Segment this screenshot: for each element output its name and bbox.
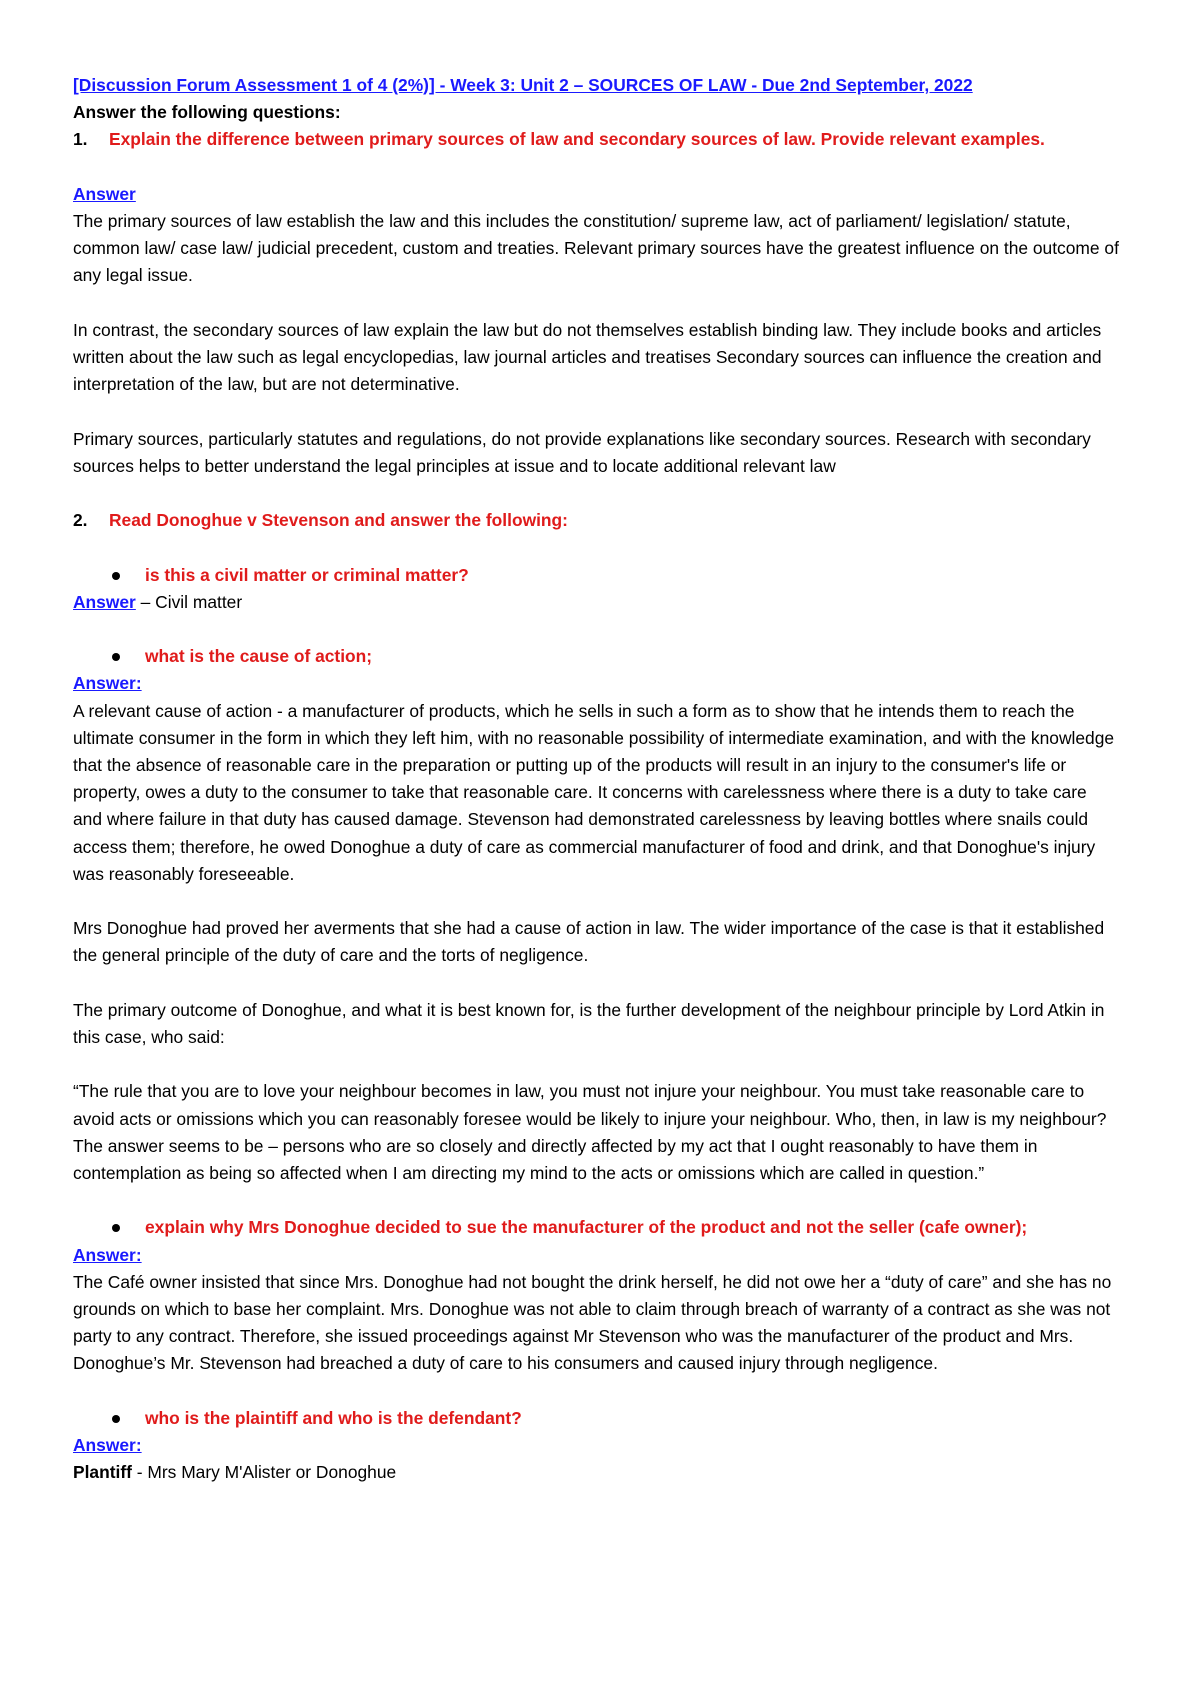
plaintiff-label: Plantiff (73, 1462, 132, 1483)
spacer (73, 480, 1120, 507)
q2-sub-question-2 (73, 643, 1120, 670)
q2-sub1-answer-text: – Civil matter (135, 591, 243, 612)
plaintiff-text: - Mrs Mary M'Alister or Donoghue (131, 1462, 397, 1483)
bullet-icon (109, 643, 145, 670)
q2-sub2-paragraph-2: Mrs Donoghue had proved her averments that she had a cause of action in law. The wider importance of the case is that it established the general principle of the duty of care and the torts of negligence. (73, 918, 1105, 966)
question-1-number: 1. (73, 129, 88, 150)
q2-sub-question-4 (73, 1405, 1120, 1432)
spacer (73, 534, 1120, 561)
q2-sub2-answer-label: Answer: (73, 673, 142, 694)
q2-sub3-paragraph: The Café owner insisted that since Mrs. Donoghue had not bought the drink herself, he did not owe her a “duty of care” and she has no grounds on which to base her complaint. Mrs. Donoghue was not able to claim through breach of warranty of a contract as she was not party to any contract. Therefore, she issued proceedings against Mr Stevenson who was the manufacturer of the product and Mrs. Donoghue’s Mr. Stevenson had breached a duty of care to his consumers and caused injury through negligence. (73, 1271, 1112, 1374)
q1-answer-label: Answer (73, 183, 136, 204)
q2-sub-question-4-text: who is the plaintiff and who is the defendant? (145, 1407, 522, 1428)
intro-heading: Answer the following questions: (73, 102, 341, 123)
question-1-text: Explain the difference between primary sources of law and secondary sources of law. Provide relevant examples. (109, 129, 1045, 150)
spacer (73, 1187, 1120, 1214)
spacer (73, 1378, 1120, 1405)
lord-atkin-quote: “The rule that you are to love your neighbour becomes in law, you must not injure your neighbour. You must take reasonable care to avoid acts or omissions which you can reasonably foresee would be likely to injure your neighbour. Who, then, in law is my neighbour? The answer seems to be – persons who are so closely and directly affected by my act that I ought reasonably to have them in contemplation as being so affected when I am directing my mind to the acts or omissions which are called in question.” (73, 1081, 1107, 1183)
plaintiff-line (73, 1459, 1120, 1486)
q2-sub1-answer-label: Answer (73, 591, 136, 612)
q2-sub4-answer-label: Answer: (73, 1434, 142, 1455)
q2-sub-question-3-text: explain why Mrs Donoghue decided to sue the manufacturer of the product and not the seller (cafe owner); (145, 1217, 1028, 1238)
q2-sub-question-1-text: is this a civil matter or criminal matter? (145, 564, 469, 585)
q1-answer-paragraph-2: In contrast, the secondary sources of law explain the law but do not themselves establish binding law. They include books and articles written about the law such as legal encyclopedias, law journal articles and treatises Secondary sources can influence the creation and interpretation of the law, but are not determinative. (73, 319, 1102, 395)
bullet-icon (109, 1214, 145, 1241)
spacer (73, 290, 1120, 317)
spacer (73, 154, 1120, 181)
question-1 (73, 126, 1120, 153)
q2-sub2-paragraph-3: The primary outcome of Donoghue, and what it is best known for, is the further development of the neighbour principle by Lord Atkin in this case, who said: (73, 999, 1105, 1047)
q1-answer-paragraph-3: Primary sources, particularly statutes and regulations, do not provide explanations like secondary sources. Research with secondary sources helps to better understand the legal principles at issue and to locate additional relevant law (73, 428, 1091, 476)
q2-sub3-answer-label: Answer: (73, 1244, 142, 1265)
spacer (73, 398, 1120, 425)
bullet-icon (109, 562, 145, 589)
q2-sub2-paragraph-1: A relevant cause of action - a manufacturer of products, which he sells in such a form as to show that he intends them to reach the ultimate consumer in the form in which they left him, with no reasonable possibility of intermediate examination, and with the knowledge that the absence of reasonable care in the preparation or putting up of the products will result in an injury to the consumer's life or property, owes a duty to the consumer to take that reasonable care. It concerns with carelessness where there is a duty to take care and where failure in that duty has caused damage. Stevenson had demonstrated carelessness by leaving bottles where snails could access them; therefore, he owed Donoghue a duty of care as commercial manufacturer of food and drink, and that Donoghue's injury was reasonably foreseeable. (73, 700, 1115, 884)
question-2 (73, 507, 1120, 534)
spacer (73, 616, 1120, 643)
q2-sub-question-3 (73, 1214, 1120, 1241)
spacer (73, 1051, 1120, 1078)
spacer (73, 888, 1120, 915)
q1-answer-paragraph-1: The primary sources of law establish the law and this includes the constitution/ supreme law, act of parliament/ legislation/ statute, common law/ case law/ judicial precedent, custom and treaties. Relevant primary sources have the greatest influence on the outcome of any legal issue. (73, 211, 1119, 286)
q2-sub1-answer (73, 589, 1120, 616)
spacer (73, 970, 1120, 997)
q2-sub-question-2-text: what is the cause of action; (145, 646, 373, 667)
document-title[interactable]: [Discussion Forum Assessment 1 of 4 (2%)] - Week 3: Unit 2 – SOURCES OF LAW - Due 2nd September, 2022 (73, 75, 973, 95)
bullet-icon (109, 1405, 145, 1432)
question-2-text: Read Donoghue v Stevenson and answer the following: (109, 510, 568, 531)
question-2-number: 2. (73, 510, 88, 531)
q2-sub-question-1 (73, 562, 1120, 589)
